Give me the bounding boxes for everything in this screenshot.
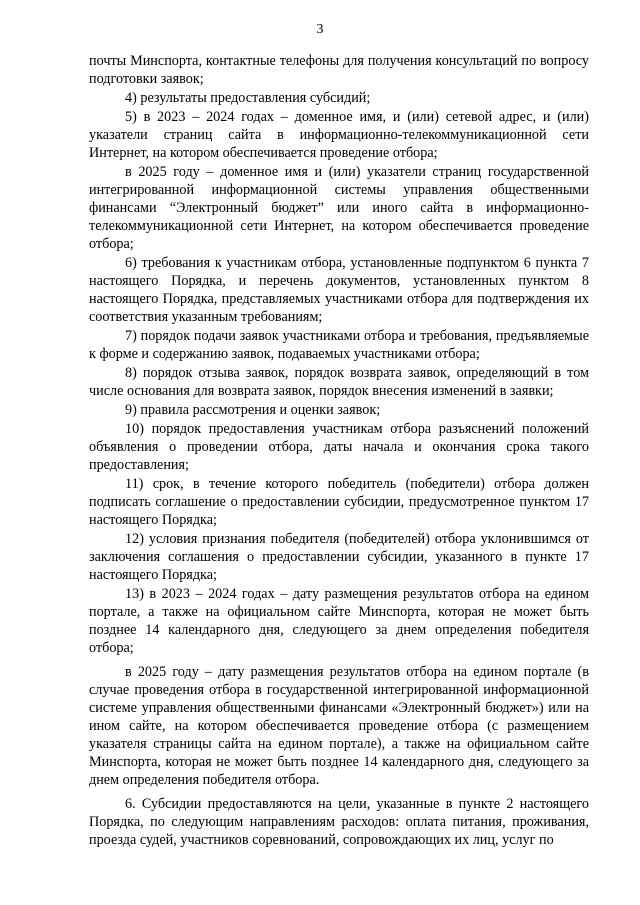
document-body — [89, 52, 589, 850]
paragraph: 8) порядок отзыва заявок, порядок возврата заявок, определяющий в том числе основания для возврата заявок, порядок внесения изменений в заявки; — [89, 365, 589, 399]
paragraph: 13) в 2023 – 2024 годах – дату размещения результатов отбора на едином портале, а также на официальном сайте Минспорта, которая не может быть позднее 14 календарного дня, следующего за днем определения победителя отбора; — [89, 586, 589, 656]
paragraph: 7) порядок подачи заявок участниками отбора и требования, предъявляемые к форме и содержанию заявок, подаваемых участниками отбора; — [89, 328, 589, 362]
paragraph: 9) правила рассмотрения и оценки заявок; — [125, 402, 381, 418]
paragraph: 6) требования к участникам отбора, установленные подпунктом 6 пункта 7 настоящего Порядка, и перечень документов, установленных пунктом 8 настоящего Порядка, представляемых участниками отбора для подтверждения их соответствия указанным требованиям; — [89, 255, 589, 325]
paragraph: 10) порядок предоставления участникам отбора разъяснений положений объявления о проведении отбора, даты начала и окончания срока такого предоставления; — [89, 421, 589, 473]
page-number: 3 — [316, 22, 324, 37]
paragraph: почты Минспорта, контактные телефоны для получения консультаций по вопросу подготовки заявок; — [89, 53, 589, 87]
paragraph: 11) срок, в течение которого победитель (победители) отбора должен подписать соглашение о предоставлении субсидии, предусмотренное пунктом 17 настоящего Порядка; — [89, 476, 589, 528]
paragraph: 12) условия признания победителя (победителей) отбора уклонившимся от заключения соглашения о предоставлении субсидии, указанного в пункте 17 настоящего Порядка; — [89, 531, 589, 583]
paragraph: в 2025 году – доменное имя и (или) указатели страниц государственной интегрированной информационной системы управления общественными финансами “Электронный бюджет” или иного сайта в информационно-телекоммуникационной сети Интернет, на котором обеспечивается проведение отбора; — [89, 164, 589, 252]
paragraph: 4) результаты предоставления субсидий; — [125, 90, 371, 106]
paragraph: 6. Субсидии предоставляются на цели, указанные в пункте 2 настоящего Порядка, по следующим направлениям расходов: оплата питания, проживания, проезда судей, участников соревнований, сопровождающих их лиц, услуг по — [89, 796, 589, 848]
paragraph: в 2025 году – дату размещения результатов отбора на едином портале (в случае проведения отбора в государственной интегрированной информационной системе управления общественными финансами «Электронный бюджет») или на ином сайте, на котором обеспечивается проведение отбора (с размещением указателя страницы сайта на едином портале), а также на официальном сайте Минспорта, которая не может быть позднее 14 календарного дня, следующего за днем определения победителя отбора. — [89, 664, 589, 788]
paragraph: 5) в 2023 – 2024 годах – доменное имя, и (или) сетевой адрес, и (или) указатели страниц сайта в информационно-телекоммуникационной сети Интернет, на котором обеспечивается проведение отбора; — [89, 109, 589, 161]
